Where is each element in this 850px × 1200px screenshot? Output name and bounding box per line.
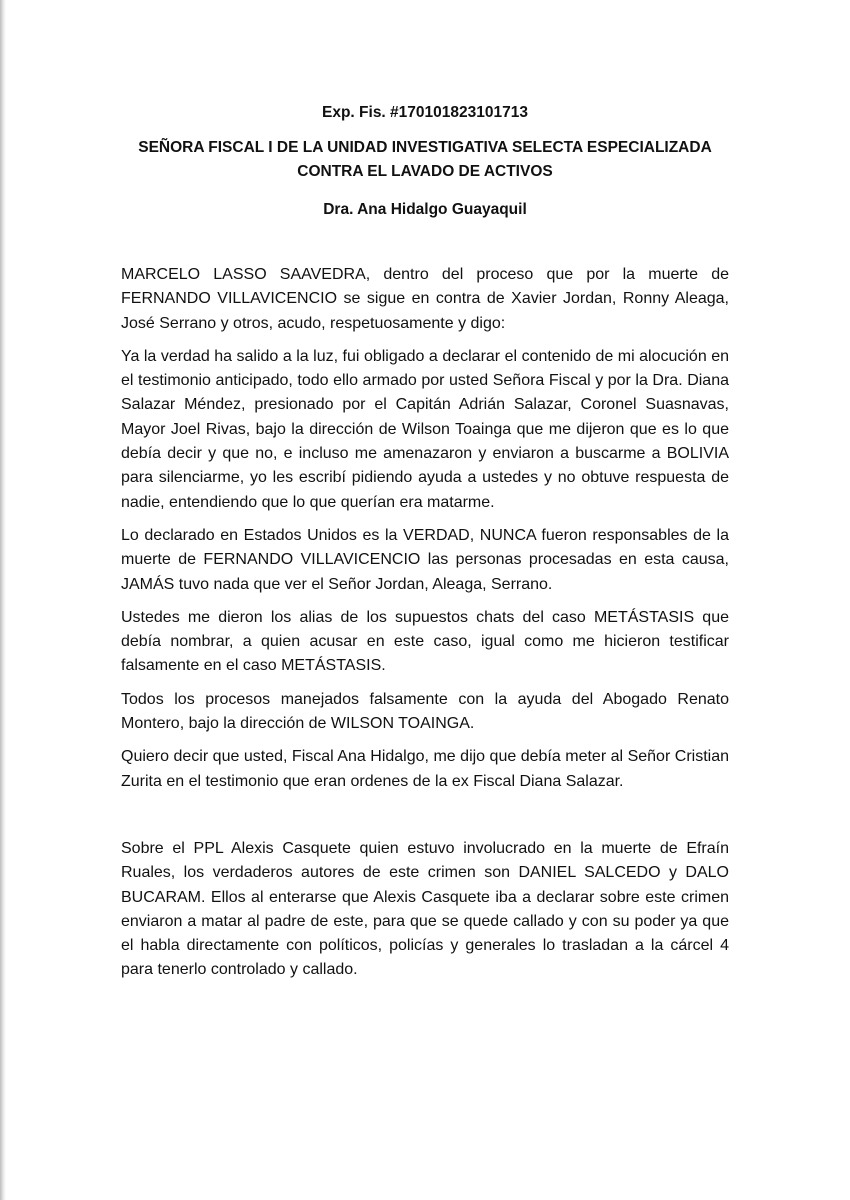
paragraph-coerced-testimony: Ya la verdad ha salido a la luz, fui obligado a declarar el contenido de mi alocución en el testimonio anticipado, todo ello armado por usted Señora Fiscal y por la Dra. Diana Salazar Méndez, presionado por el Capitán Adrián Salazar, Coronel Suasnavas, Mayor Joel Rivas, bajo la dirección de Wilson Toainga que me dijeron que es lo que debía decir y que no, e incluso me amenazaron y enviaron a buscarme a BOLIVIA para silenciarme, yo les escribí pidiendo ayuda a ustedes y no obtuve respuesta de nadie, entendiendo que lo que querían era matarme. — [121, 347, 729, 511]
addressee-line-2: CONTRA EL LAVADO DE ACTIVOS — [297, 163, 553, 180]
addressee-heading — [0, 136, 850, 184]
expediente-number: Exp. Fis. #170101823101713 — [322, 104, 528, 121]
paragraph-zurita: Quiero decir que usted, Fiscal Ana Hidalgo, me dijo que debía meter al Señor Cristian Zurita en el testimonio que eran ordenes de la ex Fiscal Diana Salazar. — [121, 748, 729, 790]
paragraph-intro: MARCELO LASSO SAAVEDRA, dentro del proceso que por la muerte de FERNANDO VILLAVICENCIO se sigue en contra de Xavier Jordan, Ronny Aleaga, José Serrano y otros, acudo, respetuosamente y digo: — [121, 266, 729, 332]
letter-body — [121, 263, 729, 992]
paragraph-false-processes: Todos los procesos manejados falsamente con la ayuda del Abogado Renato Montero, bajo la dirección de WILSON TOAINGA. — [121, 690, 729, 733]
addressee-line-1: SEÑORA FISCAL I DE LA UNIDAD INVESTIGATIVA SELECTA ESPECIALIZADA — [138, 139, 712, 156]
paragraph-casquete: Sobre el PPL Alexis Casquete quien estuvo involucrado en la muerte de Efraín Ruales, los verdaderos autores de este crimen son DANIEL SALCEDO y DALO BUCARAM. Ellos al enterarse que Alexis Casquete iba a declarar sobre este crimen enviaron a matar al padre de este, para que se quede callado y con su poder ya que el habla directamente con políticos, policías y generales lo trasladan a la cárcel 4 para tenerlo controlado y callado. — [121, 839, 729, 979]
fiscal-name: Dra. Ana Hidalgo Guayaquil — [323, 201, 527, 218]
paragraph-us-declaration: Lo declarado en Estados Unidos es la VERDAD, NUNCA fueron responsables de la muerte de FERNANDO VILLAVICENCIO las personas procesadas en esta causa, JAMÁS tuvo nada que ver el Señor Jordan, Aleaga, Serrano. — [121, 526, 729, 593]
paragraph-metastasis-aliases: Ustedes me dieron los alias de los supuestos chats del caso METÁSTASIS que debía nombrar, a quien acusar en este caso, igual como me hicieron testificar falsamente en el caso METÁSTASIS. — [121, 608, 729, 675]
